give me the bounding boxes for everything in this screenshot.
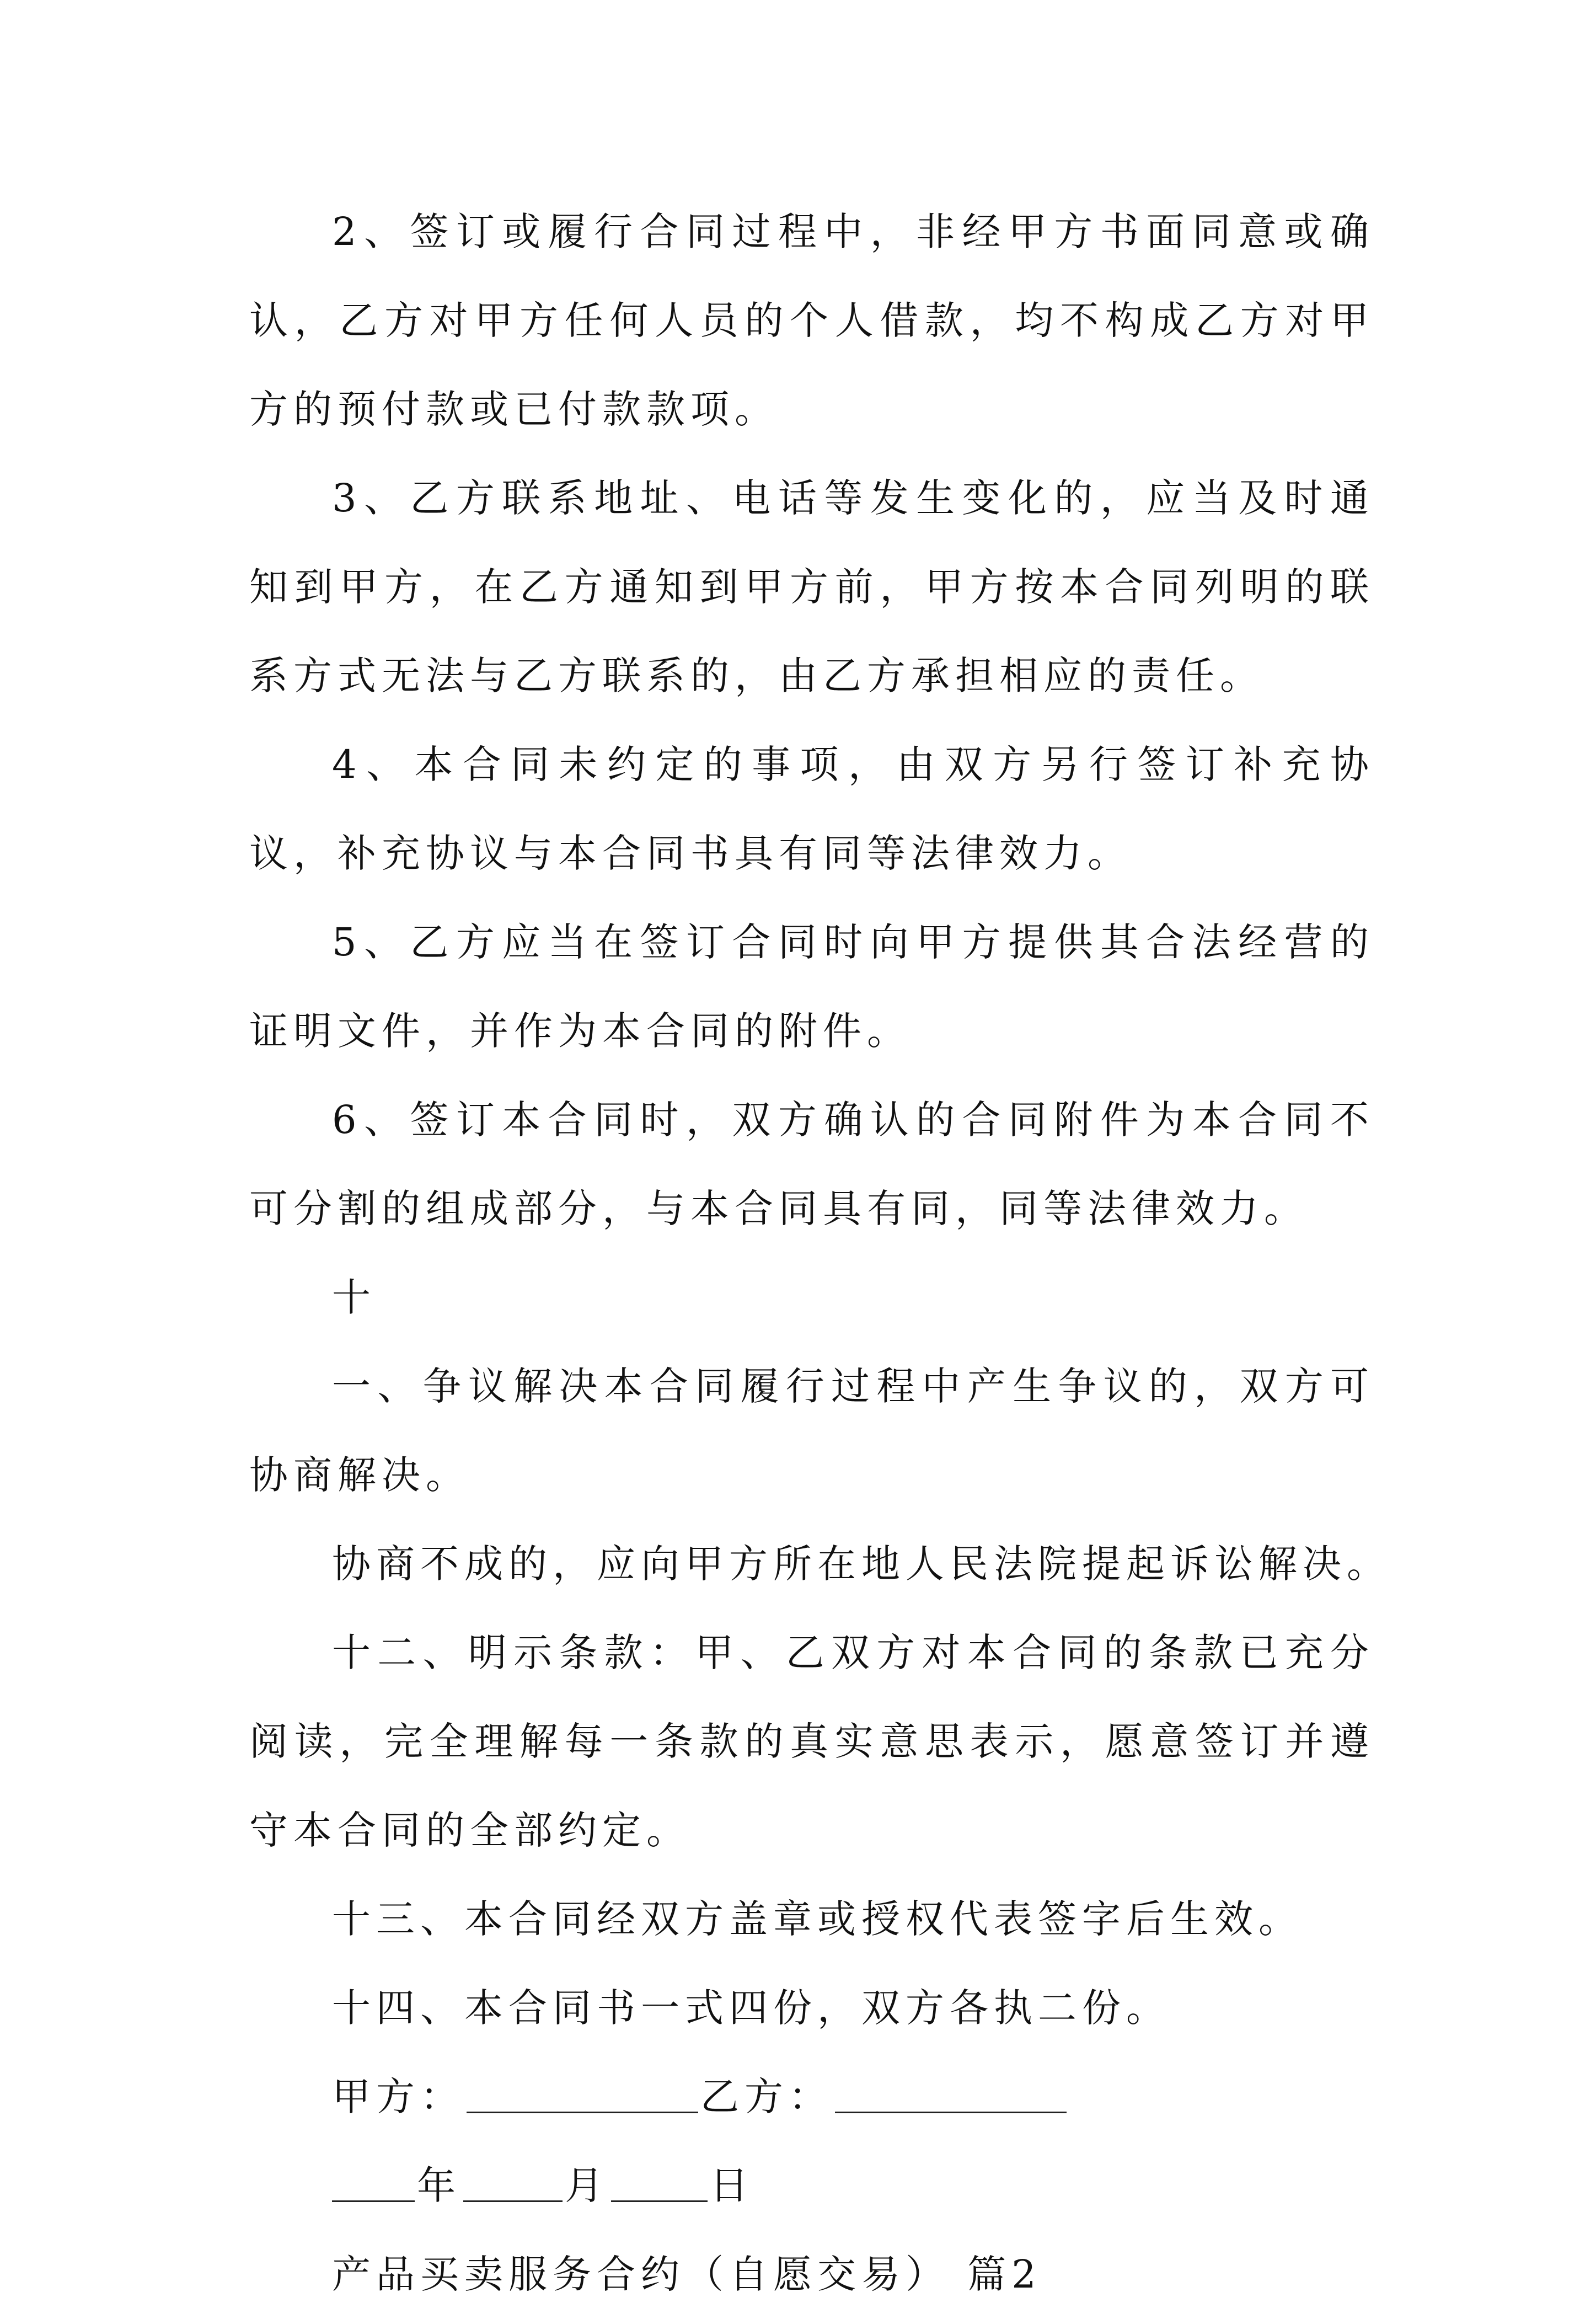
clause-3-paragraph: 3、乙方联系地址、电话等发生变化的，应当及时通知到甲方，在乙方通知到甲方前，甲方按本合同列明的联系方式无法与乙方联系的，由乙方承担相应的责任。	[249, 475, 1374, 698]
signature-line	[249, 2053, 1374, 2141]
party-b-blank[interactable]	[835, 2080, 1067, 2113]
party-a-blank[interactable]	[467, 2080, 698, 2113]
clause-2-paragraph: 2、签订或履行合同过程中，非经甲方书面同意或确认，乙方对甲方任何人员的个人借款，均不构成乙方对甲方的预付款或已付款款项。	[249, 209, 1374, 432]
party-b-label: 乙方：	[700, 2074, 833, 2119]
clause-5-paragraph: 5、乙方应当在签订合同时向甲方提供其合法经营的证明文件，并作为本合同的附件。	[249, 920, 1374, 1054]
clause-12-paragraph: 十二、明示条款：甲、乙双方对本合同的条款已充分阅读，完全理解每一条款的真实意思表示，愿意签订并遵守本合同的全部约定。	[249, 1630, 1374, 1853]
date-line	[249, 2141, 1374, 2230]
clause-4-paragraph: 4、本合同未约定的事项，由双方另行签订补充协议，补充协议与本合同书具有同等法律效力。	[249, 742, 1374, 876]
clause-13-paragraph: 十三、本合同经双方盖章或授权代表签字后生效。	[332, 1896, 1303, 1942]
party-a-label: 甲方：	[332, 2074, 464, 2119]
day-blank[interactable]	[611, 2168, 708, 2202]
next-section-title: 产品买卖服务合约（自愿交易） 篇2	[332, 2252, 1042, 2297]
month-blank[interactable]	[463, 2168, 563, 2202]
year-label: 年	[417, 2163, 461, 2208]
year-blank[interactable]	[332, 2168, 415, 2202]
dispute-resolution-paragraph: 一、争议解决本合同履行过程中产生争议的，双方可协商解决。	[249, 1364, 1374, 1498]
litigation-paragraph: 协商不成的，应向甲方所在地人民法院提起诉讼解决。	[332, 1541, 1391, 1586]
day-label: 日	[710, 2163, 754, 2208]
clause-14-paragraph: 十四、本合同书一式四份，双方各执二份。	[332, 1985, 1170, 2031]
section-ten-heading: 十	[332, 1275, 376, 1320]
document-body	[249, 188, 1391, 2319]
clause-6-paragraph: 6、签订本合同时，双方确认的合同附件为本合同不可分割的组成部分，与本合同具有同，同等法律效力。	[249, 1097, 1374, 1231]
month-label: 月	[565, 2163, 609, 2208]
